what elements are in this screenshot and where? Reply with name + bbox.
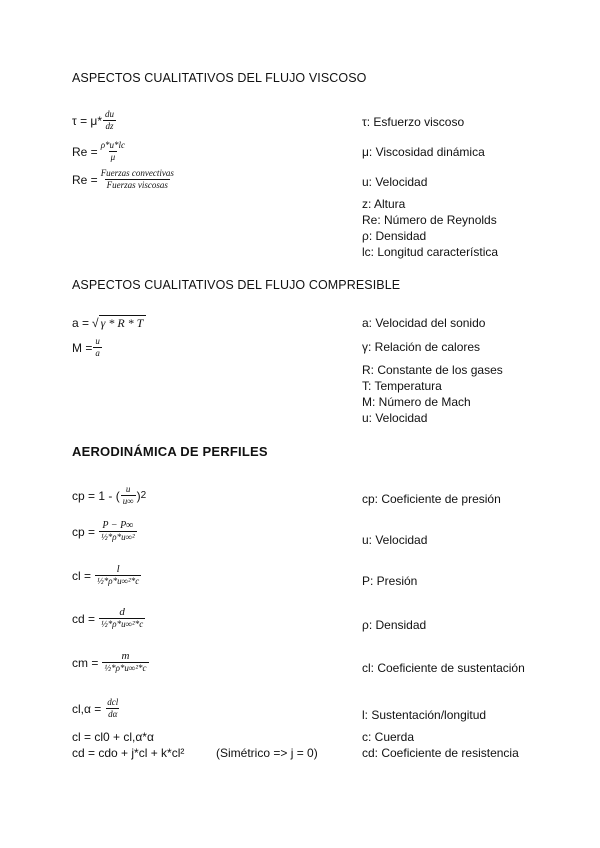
fraction: $\frac{du}{dz}$	[105, 109, 114, 131]
fraction: $\frac{m}{\text{½*ρ*u∞²*c}}$	[104, 650, 147, 673]
fraction: $\frac{u}{u\infty}$	[122, 484, 134, 506]
formula-cm: cm = $\frac{m}{\text{½*ρ*u∞²*c}}$	[72, 650, 147, 673]
fraction: $\frac{d}{\text{½*ρ*u∞²*c}}$	[101, 606, 144, 629]
definition: u: Velocidad	[362, 533, 428, 547]
definition: z: Altura	[362, 197, 406, 211]
definition: T: Temperatura	[362, 379, 442, 393]
formula-mach: M = $\frac{u}{a}$	[72, 336, 100, 358]
definition: ρ: Densidad	[362, 618, 427, 632]
definition: u: Velocidad	[362, 175, 428, 189]
definition: ρ: Densidad	[362, 229, 427, 243]
definition: u: Velocidad	[362, 411, 428, 425]
definition: l: Sustentación/longitud	[362, 708, 487, 722]
formula-cl-alpha: cl,α = $\frac{\text{dcl}}{d\alpha}$	[72, 697, 119, 719]
fraction: $\frac{\rho*u*lc}{\mu}$	[100, 140, 126, 162]
definition: P: Presión	[362, 574, 418, 588]
definition: lc: Longitud característica	[362, 245, 499, 259]
section-title-compressible: ASPECTOS CUALITATIVOS DEL FLUJO COMPRESIBLE	[72, 278, 401, 292]
formula-shear-stress	[72, 109, 117, 132]
definition: μ: Viscosidad dinámica	[362, 145, 485, 159]
formula-speed-of-sound: a = √ γ * R * T	[72, 315, 146, 331]
definition: a: Velocidad del sonido	[362, 316, 486, 330]
formula-lhs: τ = μ*	[72, 113, 102, 128]
formula-reynolds-2: Re = $\frac{\text{Fuerzas convectivas}}{\text{Fuerzas viscosas}}$	[72, 168, 174, 190]
formula-cl: cl = $\frac{l}{\text{½*ρ*u∞²*c}}$	[72, 563, 140, 586]
definition: c: Cuerda	[362, 730, 415, 744]
definition: M: Número de Mach	[362, 395, 471, 409]
fraction: $\frac{l}{\text{½*ρ*u∞²*c}}$	[97, 563, 140, 586]
formula-cl-linear: cl = cl0 + cl,α*α	[72, 730, 154, 744]
definition: Re: Número de Reynolds	[362, 213, 497, 227]
fraction: $\frac{\text{dcl}}{d\alpha}$	[107, 697, 119, 719]
definition: cl: Coeficiente de sustentación	[362, 661, 525, 675]
definition: cd: Coeficiente de resistencia	[362, 746, 519, 760]
section-title-viscous: ASPECTOS CUALITATIVOS DEL FLUJO VISCOSO	[72, 71, 367, 85]
sqrt-icon: √	[92, 316, 99, 330]
formula-cd-polar: cd = cdo + j*cl + k*cl²	[72, 746, 185, 760]
fraction: $\frac{P - P\infty}{\text{½*ρ*u∞²}}$	[101, 520, 135, 542]
definition: γ: Relación de calores	[362, 340, 481, 354]
definition: τ: Esfuerzo viscoso	[362, 115, 465, 129]
formula-cp-pressure: cp = $\frac{P - P\infty}{\text{½*ρ*u∞²}}$	[72, 520, 135, 542]
formula-cd: cd = $\frac{d}{\text{½*ρ*u∞²*c}}$	[72, 606, 144, 629]
definition: cp: Coeficiente de presión	[362, 492, 501, 506]
fraction: $\frac{u}{a}$	[95, 336, 100, 358]
formula-reynolds-1: Re = $\frac{\rho*u*lc}{\mu}$	[72, 140, 126, 162]
symmetric-note: (Simétrico => j = 0)	[216, 746, 318, 760]
section-title-airfoils: AERODINÁMICA DE PERFILES	[72, 444, 268, 459]
fraction: $\frac{\text{Fuerzas convectivas}}{\text{Fuerzas viscosas}}$	[100, 168, 174, 190]
formula-cp-velocity: cp = 1 - ( $\frac{u}{u\infty}$ ) 2	[72, 484, 147, 506]
definition: R: Constante de los gases	[362, 363, 503, 377]
